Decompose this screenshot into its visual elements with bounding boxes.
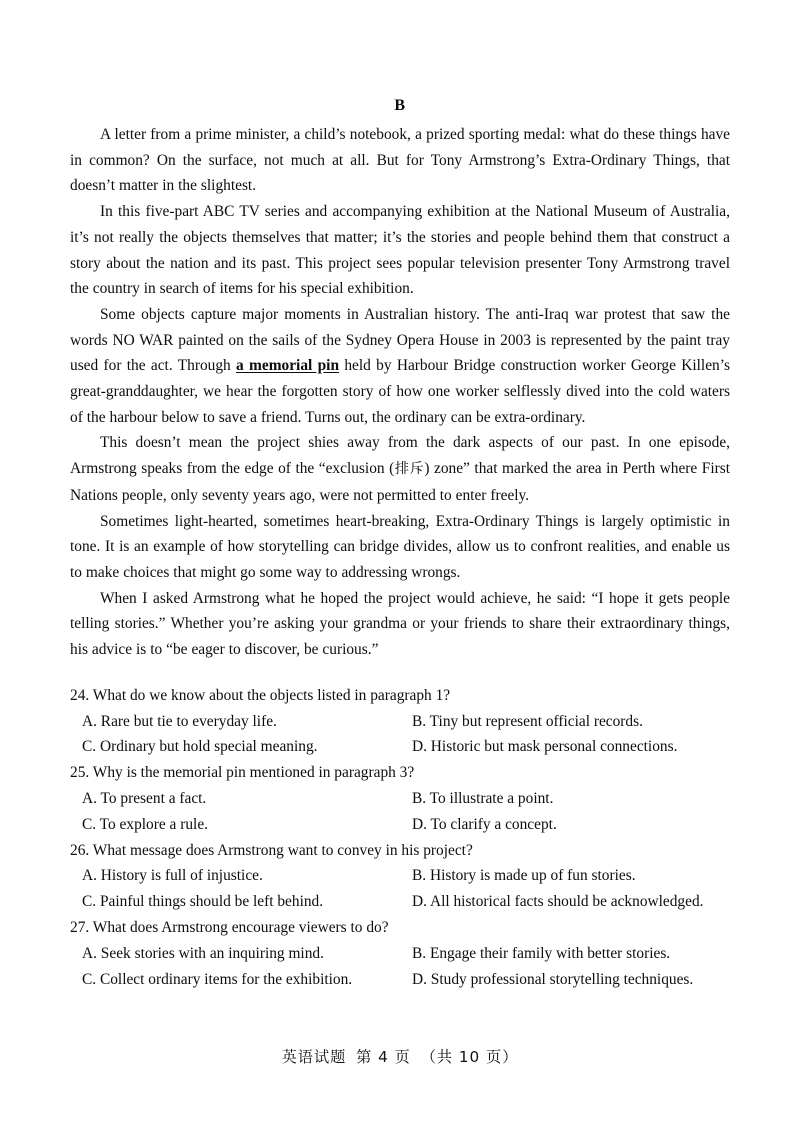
passage-text: Sometimes light-hearted, sometimes heart-breaking, Extra-Ordinary Things is largely optimistic in tone. It is an example of how storytelling can bridge divides, allow us to confront realities, and enable us to make choices that might go some way to addressing wrongs. (70, 512, 730, 581)
passage-text: This doesn’t mean the project shies away from the dark aspects of our past. In one episode, Armstrong speaks from the edge of the “exclusion ( (70, 434, 730, 478)
question-stem: 26. What message does Armstrong want to convey in his project? (70, 841, 473, 859)
option-row (70, 967, 730, 993)
question-block (70, 760, 730, 837)
option-row (70, 889, 730, 915)
reading-passage (70, 122, 730, 663)
option-row (70, 941, 730, 967)
option-row (70, 734, 730, 760)
passage-paragraph (70, 122, 730, 199)
page-footer (0, 1046, 800, 1067)
passage-paragraph (70, 302, 730, 431)
passage-text: Some objects capture major moments in Australian history. The anti-Iraq war protest that saw the words NO WAR painted on the sails of the Sydney Opera House in 2003 is represented by the paint tray used for the act. Through (70, 305, 730, 375)
page-content (70, 96, 730, 992)
option-row (70, 786, 730, 812)
question-option[interactable]: C. Collect ordinary items for the exhibition. (82, 970, 353, 988)
footer-total-label: （共 10 页） (420, 1048, 519, 1066)
highlighted-term: a memorial pin (236, 357, 340, 375)
question-block (70, 683, 730, 760)
option-row (70, 709, 730, 735)
question-option[interactable]: B. Engage their family with better stories. (412, 944, 671, 962)
passage-paragraph (70, 430, 730, 508)
question-option[interactable]: C. Ordinary but hold special meaning. (82, 738, 318, 756)
question-option[interactable]: C. Painful things should be left behind. (82, 893, 324, 911)
question-option[interactable]: A. To present a fact. (82, 789, 207, 807)
question-option[interactable]: D. All historical facts should be acknowledged. (412, 893, 704, 911)
chinese-gloss: 排斥 (394, 461, 425, 478)
question-stem: 25. Why is the memorial pin mentioned in paragraph 3? (70, 764, 415, 782)
question-block (70, 838, 730, 915)
question-option[interactable]: A. Rare but tie to everyday life. (82, 712, 277, 730)
question-block (70, 915, 730, 992)
passage-text: A letter from a prime minister, a child’s notebook, a prized sporting medal: what do these things have in common? On the surface, not much at all. But for Tony Armstrong’s Extra-Ordinary Things, that doesn’t matter in the slightest. (70, 126, 730, 195)
passage-paragraph (70, 509, 730, 586)
passage-paragraph (70, 586, 730, 663)
question-option[interactable]: B. Tiny but represent official records. (412, 712, 643, 730)
question-stem: 27. What does Armstrong encourage viewers to do? (70, 918, 389, 936)
question-option[interactable]: A. History is full of injustice. (82, 867, 263, 885)
passage-text: ) zone” that marked the area in Perth where First Nations people, only seventy years ago, were not permitted to enter freely. (70, 460, 731, 504)
option-row (70, 863, 730, 889)
question-option[interactable]: D. Historic but mask personal connections. (412, 738, 678, 756)
question-option[interactable]: C. To explore a rule. (82, 815, 209, 833)
question-option[interactable]: A. Seek stories with an inquiring mind. (82, 944, 324, 962)
questions-list (70, 683, 730, 993)
question-stem: 24. What do we know about the objects listed in paragraph 1? (70, 686, 451, 704)
option-row (70, 812, 730, 838)
section-letter-heading: B (394, 97, 406, 114)
passage-text: When I asked Armstrong what he hoped the project would achieve, he said: “I hope it gets people telling stories.” Whether you’re asking your grandma or your friends to share their extraordinary things, his advice is to “be eager to discover, be curious.” (70, 589, 730, 659)
footer-page-label: 第 4 页 (356, 1048, 411, 1066)
question-option[interactable]: D. Study professional storytelling techniques. (412, 970, 694, 988)
passage-paragraph (70, 199, 730, 302)
question-option[interactable]: B. History is made up of fun stories. (412, 867, 636, 885)
question-option[interactable]: D. To clarify a concept. (412, 815, 557, 833)
passage-text: held by Harbour Bridge construction worker George Killen’s great-granddaughter, we hear the forgotten story of how one worker selflessly dived into the cold waters of the harbour below to save a friend. Turns out, the ordinary can be extra-ordinary. (70, 357, 730, 426)
question-option[interactable]: B. To illustrate a point. (412, 789, 554, 807)
footer-subject: 英语试题 (281, 1048, 347, 1066)
passage-text: In this five-part ABC TV series and accompanying exhibition at the National Museum of Australia, it’s not really the objects themselves that matter; it’s the stories and people behind them that construct a story about the nation and its past. This project sees popular television presenter Tony Armstrong travel the country in search of items for his special exhibition. (70, 203, 730, 298)
